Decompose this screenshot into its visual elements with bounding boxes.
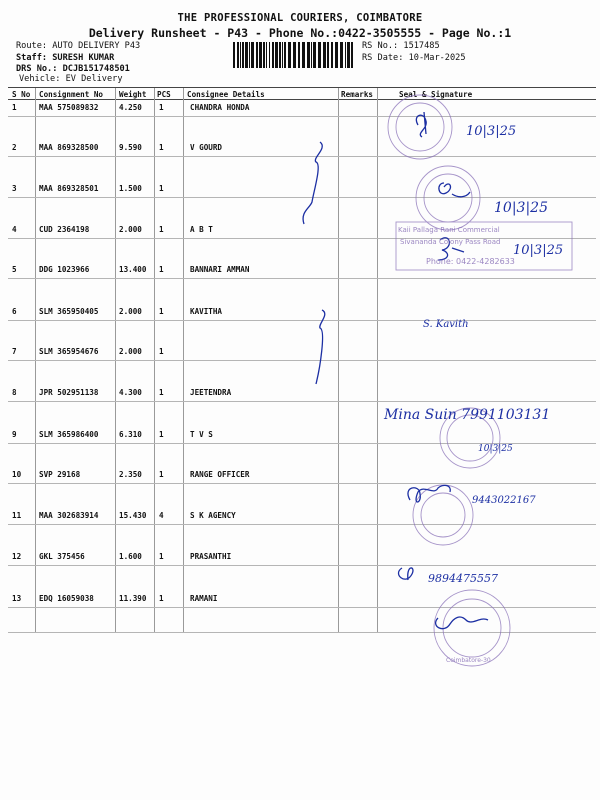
signature-3 <box>439 183 470 197</box>
cell-consignment: DDG 1023966 <box>39 265 90 274</box>
cell-consignee: JEETENDRA <box>190 388 232 397</box>
company-title: THE PROFESSIONAL COURIERS, COIMBATORE <box>177 12 423 24</box>
cell-sno: 11 <box>12 511 22 520</box>
cell-sno: 4 <box>12 225 17 234</box>
cell-consignee: BANNARI AMMAN <box>190 265 250 274</box>
handwritten-note-8: Mina Suin 7991103131 <box>384 407 551 423</box>
cell-sno: 5 <box>12 265 17 274</box>
col-header-sno: S No <box>12 90 31 99</box>
cell-consignment: GKL 375456 <box>39 552 85 561</box>
seal-stamp-3 <box>416 166 480 230</box>
cell-sno: 6 <box>12 307 17 316</box>
cell-weight: 2.000 <box>119 307 142 316</box>
cell-weight: 13.400 <box>119 265 147 274</box>
cell-consignment: SLM 365986400 <box>39 430 99 439</box>
handwritten-sign-6: S. Kavith <box>423 319 469 330</box>
bracket-rows-2-3 <box>303 142 322 224</box>
rs-date-value: 10-Mar-2025 <box>408 52 466 63</box>
cell-sno: 8 <box>12 388 17 397</box>
drs-value: DCJB151748501 <box>62 64 130 74</box>
cell-pcs: 1 <box>159 103 164 112</box>
cell-weight: 11.390 <box>119 594 147 603</box>
cell-consignment: MAA 869328500 <box>39 143 99 152</box>
cell-weight: 4.300 <box>119 388 142 397</box>
cell-sno: 3 <box>12 184 17 193</box>
cell-pcs: 1 <box>159 143 164 152</box>
cell-consignment: SLM 365954676 <box>39 347 99 356</box>
staff-value: SURESH KUMAR <box>52 52 115 63</box>
rs-no-value: 1517485 <box>403 41 440 51</box>
cell-pcs: 4 <box>159 511 164 520</box>
stamp-text-13: Coimbatore-30 <box>446 657 491 664</box>
vehicle-label: Vehicle: <box>19 74 61 84</box>
cell-consignee: PRASANTHI <box>190 552 232 561</box>
cell-consignee: KAVITHA <box>190 307 223 316</box>
cell-sno: 9 <box>12 430 17 439</box>
cell-sno: 12 <box>12 552 22 561</box>
cell-weight: 4.250 <box>119 103 142 112</box>
cell-pcs: 1 <box>159 430 164 439</box>
handwritten-phone-11: 9443022167 <box>472 495 536 506</box>
cell-consignment: SLM 365950405 <box>39 307 99 316</box>
cell-weight: 6.310 <box>119 430 142 439</box>
cell-consignment: JPR 502951138 <box>39 388 99 397</box>
cell-consignee: RAMANI <box>190 594 218 603</box>
signature-12 <box>399 568 413 580</box>
cell-pcs: 1 <box>159 265 164 274</box>
cell-weight: 1.500 <box>119 184 142 193</box>
cell-consignee: S K AGENCY <box>190 511 236 520</box>
seal-stamp-3-inner <box>424 174 472 222</box>
cell-weight: 9.590 <box>119 143 142 152</box>
drs-label: DRS No.: <box>16 64 58 74</box>
cell-consignee: RANGE OFFICER <box>190 470 250 479</box>
cell-pcs: 1 <box>159 184 164 193</box>
cell-pcs: 1 <box>159 552 164 561</box>
vehicle-value: EV Delivery <box>65 74 123 84</box>
handwritten-date-9: 10|3|25 <box>478 444 513 454</box>
stamp-text-4a: Kaii Pallaga Rani Commercial <box>398 226 500 234</box>
rs-date-label: RS Date: <box>362 52 404 63</box>
seal-stamp-13-inner <box>443 599 501 657</box>
cell-sno: 10 <box>12 470 22 479</box>
seal-stamp-1 <box>388 95 452 159</box>
handwritten-phone-12: 9894475557 <box>428 572 498 585</box>
cell-pcs: 1 <box>159 307 164 316</box>
cell-weight: 2.350 <box>119 470 142 479</box>
route-value: AUTO DELIVERY P43 <box>52 41 141 51</box>
rs-no-label: RS No.: <box>362 41 399 51</box>
cell-weight: 2.000 <box>119 347 142 356</box>
cell-weight: 2.000 <box>119 225 142 234</box>
cell-consignment: EDQ 16059038 <box>39 594 94 603</box>
col-header-pcs: PCS <box>157 90 171 99</box>
cell-weight: 1.600 <box>119 552 142 561</box>
cell-pcs: 1 <box>159 225 164 234</box>
cell-sno: 7 <box>12 347 17 356</box>
cell-consignee: A B T <box>190 225 213 234</box>
col-header-signature: Seal & Signature <box>399 90 473 99</box>
cell-consignee: T V S <box>190 430 213 439</box>
col-header-consignee: Consignee Details <box>187 90 265 99</box>
stamp-text-4b: Sivananda Colony Pass Road <box>400 238 501 246</box>
cell-consignee: CHANDRA HONDA <box>190 103 250 112</box>
cell-consignment: MAA 575089832 <box>39 103 99 112</box>
bracket-rows-6-7 <box>316 310 325 384</box>
route-label: Route: <box>16 41 48 51</box>
cell-pcs: 1 <box>159 594 164 603</box>
signature-11 <box>408 485 450 502</box>
signature-1 <box>416 112 426 137</box>
col-header-consignment: Consignment No <box>39 90 104 99</box>
cell-weight: 15.430 <box>119 511 147 520</box>
staff-label: Staff: <box>16 52 48 63</box>
cell-consignment: MAA 302683914 <box>39 511 99 520</box>
handwritten-date-4: 10|3|25 <box>513 243 564 258</box>
seal-stamp-11 <box>413 485 473 545</box>
cell-pcs: 1 <box>159 388 164 397</box>
cell-consignment: SVP 29168 <box>39 470 81 479</box>
col-header-remarks: Remarks <box>341 90 374 99</box>
handwritten-date-1: 10|3|25 <box>466 124 517 139</box>
seal-stamp-1-inner <box>396 103 444 151</box>
seal-stamp-11-inner <box>421 493 465 537</box>
handwritten-date-3: 10|3|25 <box>494 200 548 216</box>
cell-consignee: V GOURD <box>190 143 223 152</box>
cell-sno: 2 <box>12 143 17 152</box>
cell-pcs: 1 <box>159 347 164 356</box>
cell-pcs: 1 <box>159 470 164 479</box>
runsheet-title: Delivery Runsheet - P43 - Phone No.:0422-3505555 - Page No.:1 <box>88 26 512 40</box>
cell-sno: 1 <box>12 103 17 112</box>
cell-consignment: CUD 2364198 <box>39 225 90 234</box>
cell-sno: 13 <box>12 594 22 603</box>
stamp-text-4c: Phone: 0422-4282633 <box>426 257 515 266</box>
col-header-weight: Weight <box>119 90 147 99</box>
cell-consignment: MAA 869328501 <box>39 184 99 193</box>
